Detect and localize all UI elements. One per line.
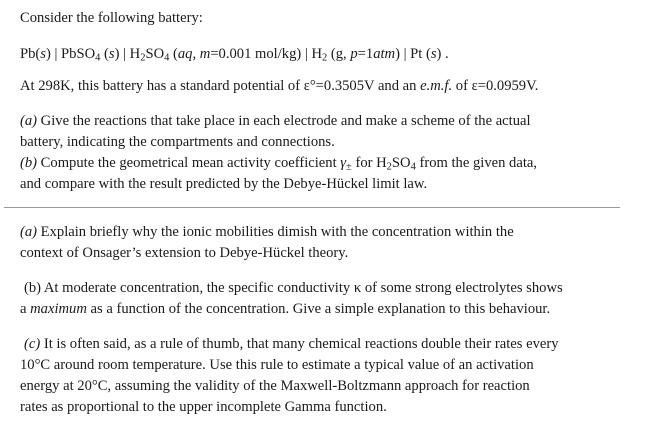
question-2c-line2: 10°C around room temperature. Use this rule to estimate a typical value of an activation (20, 357, 534, 373)
question-2c-line3: energy at 20°C, assuming the validity of the Maxwell-Boltzmann approach for reaction (20, 378, 530, 394)
question-2c-line4: rates as proportional to the upper incomplete Gamma function. (20, 399, 387, 415)
standard-potential-text: At 298K, this battery has a standard potential of ε°=0.3505V and an e.m.f. of ε=0.0959V. (20, 78, 539, 94)
battery-cell-notation: Pb(s) | PbSO$_4$ (s) | $H_2SO_4$ (aq, m=0.001 mol/kg) | $H_2$ (g, p=1atm) | Pt (s) . (20, 46, 449, 64)
question-2b: (b) At moderate concentration, the specific conductivity κ of some strong electrolytes shows (24, 280, 563, 296)
question-2b-cont: a maximum as a function of the concentration. Give a simple explanation to this behaviour. (20, 301, 551, 317)
question-1a: (a) Give the reactions that take place in each electrode and make a scheme of the actual (20, 113, 531, 129)
question-1b-cont: and compare with the result predicted by the Debye-Hückel limit law. (20, 176, 428, 192)
question-2c: (c) It is often said, as a rule of thumb, that many chemical reactions double their rates every (24, 336, 559, 352)
question-2a-cont: context of Onsager’s extension to Debye-Hückel theory. (20, 245, 349, 261)
section-divider (4, 207, 620, 208)
question-1b: (b) Compute the geometrical mean activity coefficient $\gamma_\pm$ for $H_2SO_4$ from the given data, (20, 155, 537, 173)
question-2a: (a) Explain briefly why the ionic mobilities dimish with the concentration within the (20, 224, 514, 240)
question-1a-cont: battery, indicating the compartments and connections. (20, 134, 335, 150)
intro-text: Consider the following battery: (20, 10, 203, 26)
